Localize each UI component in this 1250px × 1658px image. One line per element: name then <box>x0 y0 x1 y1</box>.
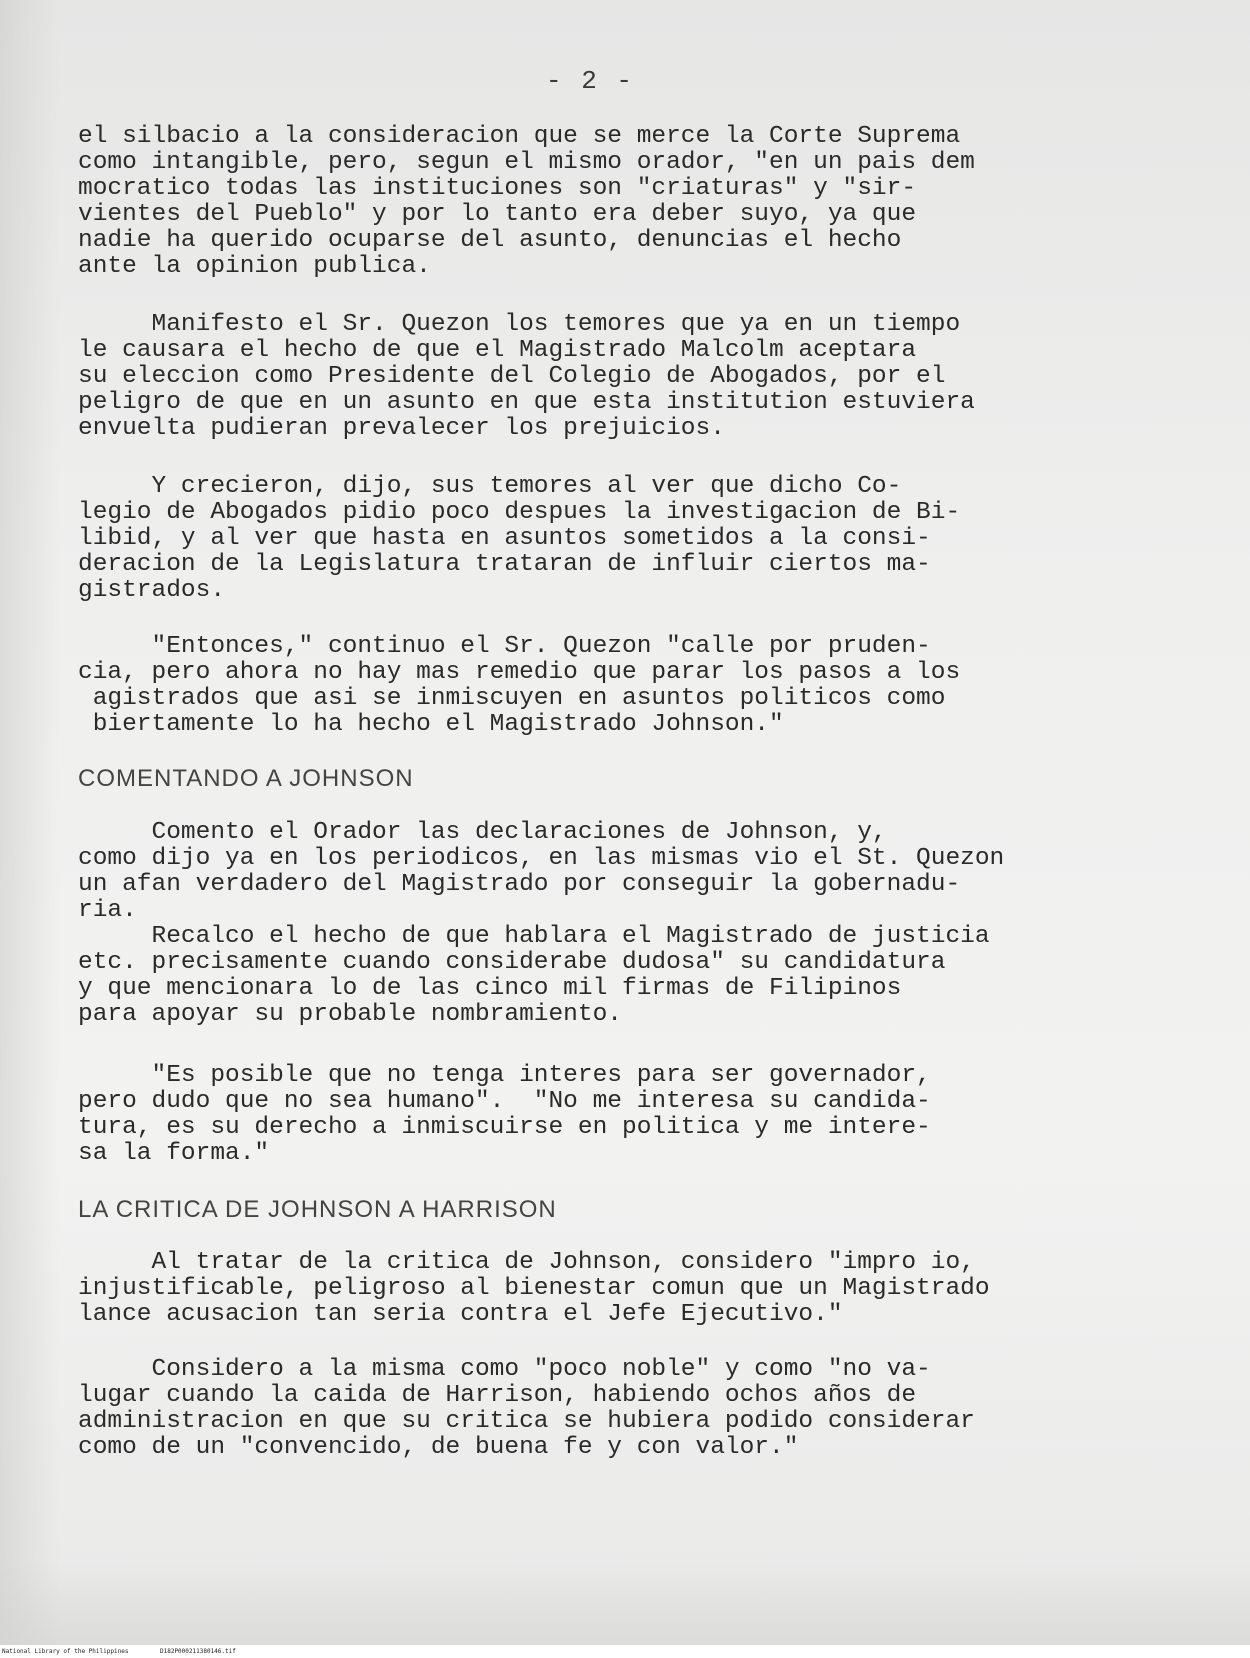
page-shadow <box>0 0 60 1645</box>
text-line: deracion de la Legislatura trataran de influir ciertos ma- <box>78 551 931 578</box>
text-line: etc. precisamente cuando considerabe dudosa" su candidatura <box>78 949 946 976</box>
page-bottom-shade <box>0 1560 1250 1645</box>
paragraph-5 <box>78 820 1188 1028</box>
text-line: administracion en que su critica se hubiera podido considerar <box>78 1408 975 1435</box>
text-line: libid, y al ver que hasta en asuntos sometidos a la consi- <box>78 525 931 552</box>
text-line: ria. <box>78 897 137 924</box>
text-line: Manifesto el Sr. Quezon los temores que ya en un tiempo <box>78 311 961 338</box>
footer-library: National Library of the Philippines <box>2 1648 129 1655</box>
text-line: un afan verdadero del Magistrado por conseguir la gobernadu- <box>78 871 961 898</box>
text-line: Al tratar de la critica de Johnson, considero "impro io, <box>78 1249 975 1276</box>
text-line: "Es posible que no tenga interes para ser governador, <box>78 1062 931 1089</box>
text-line: pero dudo que no sea humano". "No me interesa su candida- <box>78 1088 931 1115</box>
text-line: biertamente lo ha hecho el Magistrado Johnson." <box>78 711 784 738</box>
text-line: Considero a la misma como "poco noble" y como "no va- <box>78 1356 931 1383</box>
text-line: legio de Abogados pidio poco despues la investigacion de Bi- <box>78 499 961 526</box>
text-line: el silbacio a la consideracion que se merce la Corte Suprema <box>78 123 961 150</box>
paragraph-4 <box>78 634 1188 738</box>
paragraph-7 <box>78 1250 1188 1328</box>
paragraph-2 <box>78 312 1188 442</box>
text-line: cia, pero ahora no hay mas remedio que parar los pasos a los <box>78 659 961 686</box>
section-heading-critica: LA CRITICA DE JOHNSON A HARRISON <box>78 1196 557 1223</box>
section-heading-comentando: COMENTANDO A JOHNSON <box>78 765 414 792</box>
footer-filename: D182P000211380146.tif <box>160 1648 236 1655</box>
text-line: ante la opinion publica. <box>78 253 431 280</box>
scan-footer <box>0 1645 1250 1658</box>
text-line: peligro de que en un asunto en que esta institution estuviera <box>78 389 975 416</box>
text-line: envuelta pudieran prevalecer los prejuicios. <box>78 415 725 442</box>
text-line: como intangible, pero, segun el mismo orador, "en un pais dem <box>78 149 975 176</box>
text-line: lance acusacion tan seria contra el Jefe Ejecutivo." <box>78 1301 843 1328</box>
text-line: tura, es su derecho a inmiscuirse en politica y me intere- <box>78 1114 931 1141</box>
text-line: sa la forma." <box>78 1140 270 1167</box>
page-number: - 2 - <box>545 66 634 96</box>
text-line: como dijo ya en los periodicos, en las mismas vio el St. Quezon <box>78 845 1005 872</box>
text-line: gistrados. <box>78 577 226 604</box>
paragraph-6 <box>78 1063 1188 1167</box>
text-line: "Entonces," continuo el Sr. Quezon "calle por pruden- <box>78 633 931 660</box>
text-line: para apoyar su probable nombramiento. <box>78 1001 622 1028</box>
text-line: su eleccion como Presidente del Colegio de Abogados, por el <box>78 363 946 390</box>
paragraph-8 <box>78 1357 1188 1461</box>
text-line: lugar cuando la caida de Harrison, habiendo ochos años de <box>78 1382 917 1409</box>
text-line: Recalco el hecho de que hablara el Magistrado de justicia <box>78 923 990 950</box>
text-line: nadie ha querido ocuparse del asunto, denuncias el hecho <box>78 227 902 254</box>
text-line: vientes del Pueblo" y por lo tanto era deber suyo, ya que <box>78 201 917 228</box>
text-line: le causara el hecho de que el Magistrado Malcolm aceptara <box>78 337 917 364</box>
text-line: mocratico todas las instituciones son "criaturas" y "sir- <box>78 175 917 202</box>
text-line: Comento el Orador las declaraciones de Johnson, y, <box>78 819 887 846</box>
text-line: como de un "convencido, de buena fe y con valor." <box>78 1434 799 1461</box>
text-line: Y crecieron, dijo, sus temores al ver que dicho Co- <box>78 473 902 500</box>
paragraph-1 <box>78 124 1188 280</box>
text-line: injustificable, peligroso al bienestar comun que un Magistrado <box>78 1275 990 1302</box>
text-line: agistrados que asi se inmiscuyen en asuntos politicos como <box>78 685 946 712</box>
text-line: y que mencionara lo de las cinco mil firmas de Filipinos <box>78 975 902 1002</box>
paragraph-3 <box>78 474 1188 604</box>
